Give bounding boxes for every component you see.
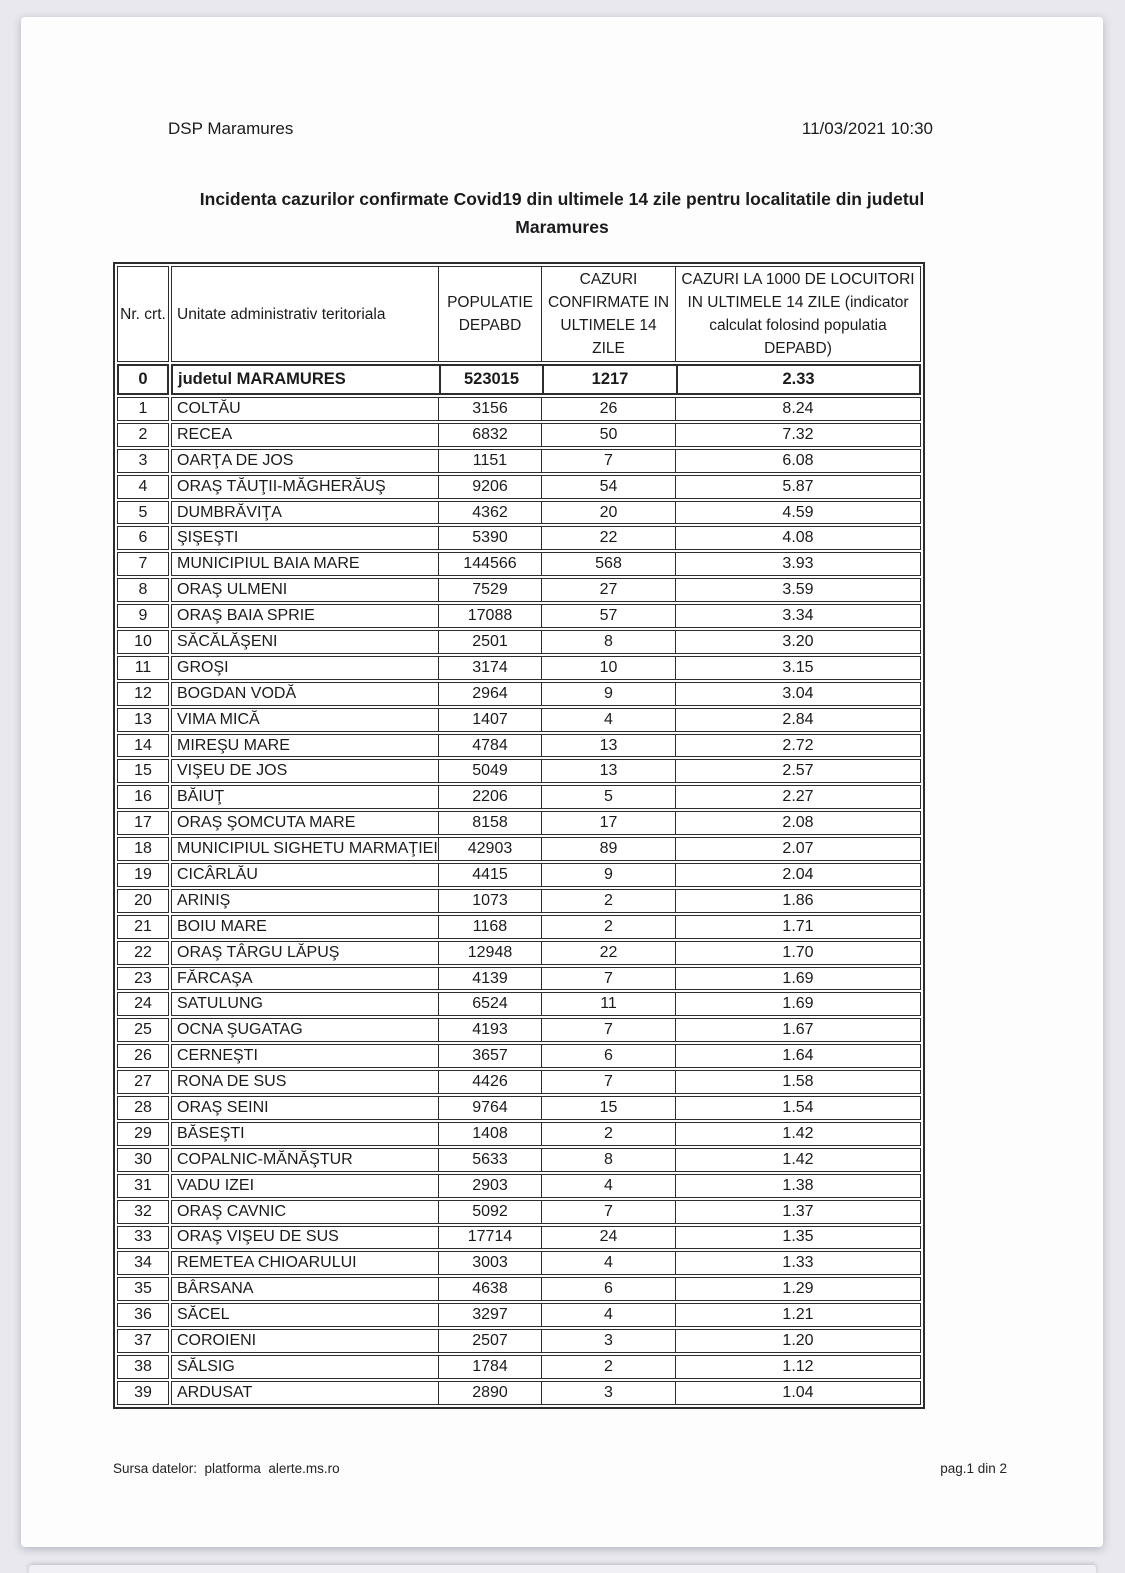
cell-cases: 3 xyxy=(541,1382,675,1404)
cell-cases: 2 xyxy=(541,1356,675,1378)
cell-cases: 2 xyxy=(541,1123,675,1145)
table-row xyxy=(117,1226,921,1250)
cell-cases: 26 xyxy=(541,398,675,420)
table-row xyxy=(117,397,921,421)
cell-cases: 7 xyxy=(541,450,675,472)
cell-locality-name: VIŞEU DE JOS xyxy=(177,762,288,780)
cell-locality-name: judetul MARAMURES xyxy=(178,370,346,388)
cell-population: 3657 xyxy=(438,1045,541,1067)
cell-cases: 7 xyxy=(541,968,675,990)
cell-cases: 13 xyxy=(541,735,675,757)
cell-nr: 29 xyxy=(117,1122,169,1146)
cell-incidence: 7.32 xyxy=(675,424,920,446)
cell-cases: 54 xyxy=(541,476,675,498)
cell-locality-name: REMETEA CHIOARULUI xyxy=(177,1254,357,1272)
header-cell-nr: Nr. crt. xyxy=(117,266,169,362)
cell-nr: 0 xyxy=(117,364,169,395)
cell-incidence: 1.37 xyxy=(675,1201,920,1223)
cell-locality-name: SĂCĂLĂŞENI xyxy=(177,632,278,650)
cell-population: 3174 xyxy=(438,657,541,679)
cell-locality-name: MIREŞU MARE xyxy=(177,736,290,754)
cell-cases: 4 xyxy=(541,1304,675,1326)
cell-nr: 7 xyxy=(117,552,169,576)
cell-nr: 6 xyxy=(117,526,169,550)
cell-incidence: 6.08 xyxy=(675,450,920,472)
incidence-table xyxy=(113,262,925,1409)
cell-population: 1168 xyxy=(438,916,541,938)
cell-nr: 24 xyxy=(117,992,169,1016)
table-row xyxy=(117,863,921,887)
cell-nr: 28 xyxy=(117,1096,169,1120)
cell-incidence: 1.20 xyxy=(675,1330,920,1352)
table-row xyxy=(117,889,921,913)
cell-population: 4193 xyxy=(438,1019,541,1041)
cell-population: 2890 xyxy=(438,1382,541,1404)
table-row xyxy=(117,1277,921,1301)
cell-locality-name: BOIU MARE xyxy=(177,917,267,935)
cell-cases: 7 xyxy=(541,1201,675,1223)
cell-cases: 13 xyxy=(541,760,675,782)
table-row xyxy=(117,1018,921,1042)
cell-nr: 14 xyxy=(117,734,169,758)
cell-nr: 33 xyxy=(117,1226,169,1250)
table-header-row xyxy=(117,266,921,362)
cell-cases: 22 xyxy=(541,942,675,964)
table-row xyxy=(117,1122,921,1146)
cell-nr: 10 xyxy=(117,630,169,654)
table-row xyxy=(117,708,921,732)
cell-population: 4784 xyxy=(438,735,541,757)
cell-incidence: 2.04 xyxy=(675,864,920,886)
cell-locality-name: VIMA MICĂ xyxy=(177,710,260,728)
document-title xyxy=(113,185,1011,241)
cell-locality-name: ORAŞ ŞOMCUTA MARE xyxy=(177,814,356,832)
cell-cases: 4 xyxy=(541,709,675,731)
cell-incidence: 1.33 xyxy=(675,1252,920,1274)
cell-incidence: 1.42 xyxy=(675,1149,920,1171)
table-row xyxy=(117,785,921,809)
cell-incidence: 5.87 xyxy=(675,476,920,498)
cell-cases: 10 xyxy=(541,657,675,679)
cell-population: 42903 xyxy=(438,838,541,860)
table-row xyxy=(117,526,921,550)
cell-population: 1407 xyxy=(438,709,541,731)
cell-incidence: 3.15 xyxy=(675,657,920,679)
cell-cases: 3 xyxy=(541,1330,675,1352)
cell-incidence: 1.21 xyxy=(675,1304,920,1326)
cell-population: 9764 xyxy=(438,1097,541,1119)
table-row xyxy=(117,1174,921,1198)
cell-locality-name: RECEA xyxy=(177,425,233,443)
cell-nr: 2 xyxy=(117,423,169,447)
cell-incidence: 1.54 xyxy=(675,1097,920,1119)
cell-locality-name: DUMBRĂVIŢA xyxy=(177,503,282,521)
cell-incidence: 2.33 xyxy=(676,366,919,393)
table-row xyxy=(117,449,921,473)
cell-nr: 21 xyxy=(117,915,169,939)
cell-cases: 50 xyxy=(541,424,675,446)
header-cell-incidence: CAZURI LA 1000 DE LOCUITORI IN ULTIMELE 14 ZILE (indicator calculat folosind populatia DEPABD) xyxy=(675,267,920,361)
cell-population: 3156 xyxy=(438,398,541,420)
cell-cases: 8 xyxy=(541,1149,675,1171)
cell-locality-name: ORAŞ VIŞEU DE SUS xyxy=(177,1228,339,1246)
cell-incidence: 3.20 xyxy=(675,631,920,653)
table-row xyxy=(117,1096,921,1120)
table-row xyxy=(117,1070,921,1094)
cell-cases: 15 xyxy=(541,1097,675,1119)
cell-population: 1073 xyxy=(438,890,541,912)
cell-incidence: 3.34 xyxy=(675,605,920,627)
cell-incidence: 1.67 xyxy=(675,1019,920,1041)
table-row xyxy=(117,811,921,835)
cell-cases: 9 xyxy=(541,864,675,886)
cell-incidence: 3.59 xyxy=(675,579,920,601)
table-row xyxy=(117,1381,921,1405)
cell-cases: 7 xyxy=(541,1071,675,1093)
cell-locality-name: GROŞI xyxy=(177,658,229,676)
cell-locality-name: VADU IZEI xyxy=(177,1176,255,1194)
cell-incidence: 1.86 xyxy=(675,890,920,912)
cell-nr: 19 xyxy=(117,863,169,887)
cell-incidence: 1.12 xyxy=(675,1356,920,1378)
page-number: pag.1 din 2 xyxy=(940,1461,1007,1476)
cell-cases: 22 xyxy=(541,527,675,549)
cell-incidence: 1.29 xyxy=(675,1278,920,1300)
cell-population: 523015 xyxy=(439,366,542,393)
document-page xyxy=(21,17,1103,1547)
cell-locality-name: ARDUSAT xyxy=(177,1383,253,1401)
cell-locality-name: ORAŞ TÂRGU LĂPUŞ xyxy=(177,943,340,961)
cell-cases: 5 xyxy=(541,786,675,808)
cell-locality-name: ŞIŞEŞTI xyxy=(177,529,239,547)
cell-incidence: 2.07 xyxy=(675,838,920,860)
cell-cases: 24 xyxy=(541,1227,675,1249)
table-row xyxy=(117,1303,921,1327)
cell-cases: 7 xyxy=(541,1019,675,1041)
cell-population: 17088 xyxy=(438,605,541,627)
report-timestamp: 11/03/2021 10:30 xyxy=(801,119,933,138)
cell-nr: 30 xyxy=(117,1148,169,1172)
cell-population: 5390 xyxy=(438,527,541,549)
cell-locality-name: RONA DE SUS xyxy=(177,1073,287,1091)
cell-nr: 17 xyxy=(117,811,169,835)
cell-incidence: 3.04 xyxy=(675,683,920,705)
cell-locality-name: BÂRSANA xyxy=(177,1280,254,1298)
cell-cases: 89 xyxy=(541,838,675,860)
cell-nr: 35 xyxy=(117,1277,169,1301)
cell-locality-name: OARŢA DE JOS xyxy=(177,451,294,469)
cell-nr: 5 xyxy=(117,501,169,525)
cell-population: 2507 xyxy=(438,1330,541,1352)
cell-incidence: 4.59 xyxy=(675,502,920,524)
table-row xyxy=(117,656,921,680)
table-row xyxy=(117,552,921,576)
cell-cases: 6 xyxy=(541,1278,675,1300)
cell-cases: 57 xyxy=(541,605,675,627)
cell-population: 1408 xyxy=(438,1123,541,1145)
table-row xyxy=(117,1355,921,1379)
cell-locality-name: ORAŞ ULMENI xyxy=(177,581,288,599)
cell-cases: 2 xyxy=(541,890,675,912)
table-row xyxy=(117,630,921,654)
cell-locality-name: FĂRCAŞA xyxy=(177,969,253,987)
cell-incidence: 2.27 xyxy=(675,786,920,808)
table-row xyxy=(117,682,921,706)
cell-population: 12948 xyxy=(438,942,541,964)
cell-locality-name: ARINIŞ xyxy=(177,891,231,909)
cell-incidence: 2.08 xyxy=(675,812,920,834)
cell-population: 5049 xyxy=(438,760,541,782)
cell-locality-name: COLTĂU xyxy=(177,399,241,417)
cell-locality-name: BOGDAN VODĂ xyxy=(177,684,297,702)
cell-nr: 18 xyxy=(117,837,169,861)
cell-incidence: 1.42 xyxy=(675,1123,920,1145)
cell-incidence: 1.38 xyxy=(675,1175,920,1197)
cell-locality-name: BĂIUŢ xyxy=(177,788,225,806)
cell-nr: 38 xyxy=(117,1355,169,1379)
cell-cases: 1217 xyxy=(542,366,676,393)
cell-nr: 32 xyxy=(117,1200,169,1224)
table-row xyxy=(117,967,921,991)
cell-population: 1151 xyxy=(438,450,541,472)
cell-incidence: 1.64 xyxy=(675,1045,920,1067)
table-row xyxy=(117,837,921,861)
cell-nr: 3 xyxy=(117,449,169,473)
cell-incidence: 1.04 xyxy=(675,1382,920,1404)
next-page-edge xyxy=(29,1565,1096,1573)
table-total-row xyxy=(117,364,921,395)
header-cell-locality: Unitate administrativ teritoriala xyxy=(177,305,386,323)
table-row xyxy=(117,423,921,447)
cell-incidence: 2.72 xyxy=(675,735,920,757)
cell-cases: 568 xyxy=(541,553,675,575)
cell-population: 4139 xyxy=(438,968,541,990)
cell-locality-name: MUNICIPIUL BAIA MARE xyxy=(177,555,360,573)
table-row xyxy=(117,1200,921,1224)
cell-cases: 9 xyxy=(541,683,675,705)
cell-incidence: 1.58 xyxy=(675,1071,920,1093)
cell-locality-name: SĂCEL xyxy=(177,1306,230,1324)
cell-nr: 27 xyxy=(117,1070,169,1094)
cell-cases: 20 xyxy=(541,502,675,524)
cell-population: 17714 xyxy=(438,1227,541,1249)
cell-locality-name: ORAŞ CAVNIC xyxy=(177,1202,287,1220)
cell-locality-name: CERNEŞTI xyxy=(177,1047,258,1065)
cell-population: 3003 xyxy=(438,1252,541,1274)
cell-locality-name: MUNICIPIUL SIGHETU MARMAŢIEI xyxy=(177,840,438,858)
cell-population: 6832 xyxy=(438,424,541,446)
table-row xyxy=(117,1044,921,1068)
cell-nr: 20 xyxy=(117,889,169,913)
cell-incidence: 1.70 xyxy=(675,942,920,964)
cell-nr: 13 xyxy=(117,708,169,732)
cell-incidence: 4.08 xyxy=(675,527,920,549)
cell-population: 7529 xyxy=(438,579,541,601)
cell-locality-name: ORAŞ BAIA SPRIE xyxy=(177,607,315,625)
cell-nr: 16 xyxy=(117,785,169,809)
cell-incidence: 1.69 xyxy=(675,993,920,1015)
cell-incidence: 2.84 xyxy=(675,709,920,731)
cell-nr: 9 xyxy=(117,604,169,628)
cell-cases: 4 xyxy=(541,1175,675,1197)
document-header xyxy=(168,119,933,139)
table-row xyxy=(117,1148,921,1172)
cell-incidence: 8.24 xyxy=(675,398,920,420)
cell-cases: 11 xyxy=(541,993,675,1015)
title-line-2: Maramures xyxy=(515,217,609,237)
cell-locality-name: OCNA ŞUGATAG xyxy=(177,1021,303,1039)
cell-incidence: 1.35 xyxy=(675,1227,920,1249)
cell-nr: 39 xyxy=(117,1381,169,1405)
cell-nr: 23 xyxy=(117,967,169,991)
cell-locality-name: BĂSEŞTI xyxy=(177,1124,245,1142)
title-line-1: Incidenta cazurilor confirmate Covid19 din ultimele 14 zile pentru localitatile din judetul xyxy=(199,189,925,209)
cell-nr: 34 xyxy=(117,1251,169,1275)
cell-incidence: 1.69 xyxy=(675,968,920,990)
cell-cases: 4 xyxy=(541,1252,675,1274)
table-row xyxy=(117,734,921,758)
cell-population: 3297 xyxy=(438,1304,541,1326)
cell-nr: 36 xyxy=(117,1303,169,1327)
table-row xyxy=(117,475,921,499)
cell-population: 144566 xyxy=(438,553,541,575)
cell-nr: 12 xyxy=(117,682,169,706)
cell-incidence: 3.93 xyxy=(675,553,920,575)
cell-cases: 2 xyxy=(541,916,675,938)
cell-incidence: 2.57 xyxy=(675,760,920,782)
cell-population: 2206 xyxy=(438,786,541,808)
cell-population: 6524 xyxy=(438,993,541,1015)
table-row xyxy=(117,501,921,525)
cell-nr: 15 xyxy=(117,759,169,783)
table-row xyxy=(117,1251,921,1275)
cell-nr: 8 xyxy=(117,578,169,602)
cell-nr: 37 xyxy=(117,1329,169,1353)
cell-population: 2964 xyxy=(438,683,541,705)
cell-population: 5633 xyxy=(438,1149,541,1171)
cell-cases: 27 xyxy=(541,579,675,601)
cell-population: 5092 xyxy=(438,1201,541,1223)
cell-locality-name: CICÂRLĂU xyxy=(177,865,258,883)
cell-nr: 22 xyxy=(117,941,169,965)
cell-cases: 17 xyxy=(541,812,675,834)
cell-locality-name: COROIENI xyxy=(177,1332,257,1349)
header-cell-cases: CAZURI CONFIRMATE IN ULTIMELE 14 ZILE xyxy=(541,267,675,361)
cell-locality-name: SĂLSIG xyxy=(177,1357,235,1375)
cell-nr: 25 xyxy=(117,1018,169,1042)
cell-population: 9206 xyxy=(438,476,541,498)
cell-nr: 26 xyxy=(117,1044,169,1068)
table-row xyxy=(117,759,921,783)
document-footer xyxy=(113,1461,1007,1476)
cell-population: 4638 xyxy=(438,1278,541,1300)
table-row xyxy=(117,1329,921,1353)
cell-locality-name: ORAŞ TĂUŢII-MĂGHERĂUŞ xyxy=(177,477,386,495)
cell-population: 4426 xyxy=(438,1071,541,1093)
cell-population: 4415 xyxy=(438,864,541,886)
table-row xyxy=(117,604,921,628)
cell-nr: 11 xyxy=(117,656,169,680)
table-row xyxy=(117,578,921,602)
cell-cases: 8 xyxy=(541,631,675,653)
cell-incidence: 1.71 xyxy=(675,916,920,938)
cell-locality-name: COPALNIC-MĂNĂŞTUR xyxy=(177,1150,353,1168)
cell-locality-name: ORAŞ SEINI xyxy=(177,1098,269,1116)
org-name: DSP Maramures xyxy=(168,119,294,138)
table-row xyxy=(117,915,921,939)
cell-population: 2903 xyxy=(438,1175,541,1197)
cell-nr: 4 xyxy=(117,475,169,499)
table-row xyxy=(117,941,921,965)
cell-population: 4362 xyxy=(438,502,541,524)
cell-locality-name: SATULUNG xyxy=(177,995,263,1013)
cell-population: 2501 xyxy=(438,631,541,653)
source-text: Sursa datelor: platforma alerte.ms.ro xyxy=(113,1461,340,1476)
cell-population: 8158 xyxy=(438,812,541,834)
cell-population: 1784 xyxy=(438,1356,541,1378)
header-cell-population: POPULATIE DEPABD xyxy=(438,267,541,361)
cell-nr: 31 xyxy=(117,1174,169,1198)
cell-nr: 1 xyxy=(117,397,169,421)
cell-cases: 6 xyxy=(541,1045,675,1067)
table-row xyxy=(117,992,921,1016)
